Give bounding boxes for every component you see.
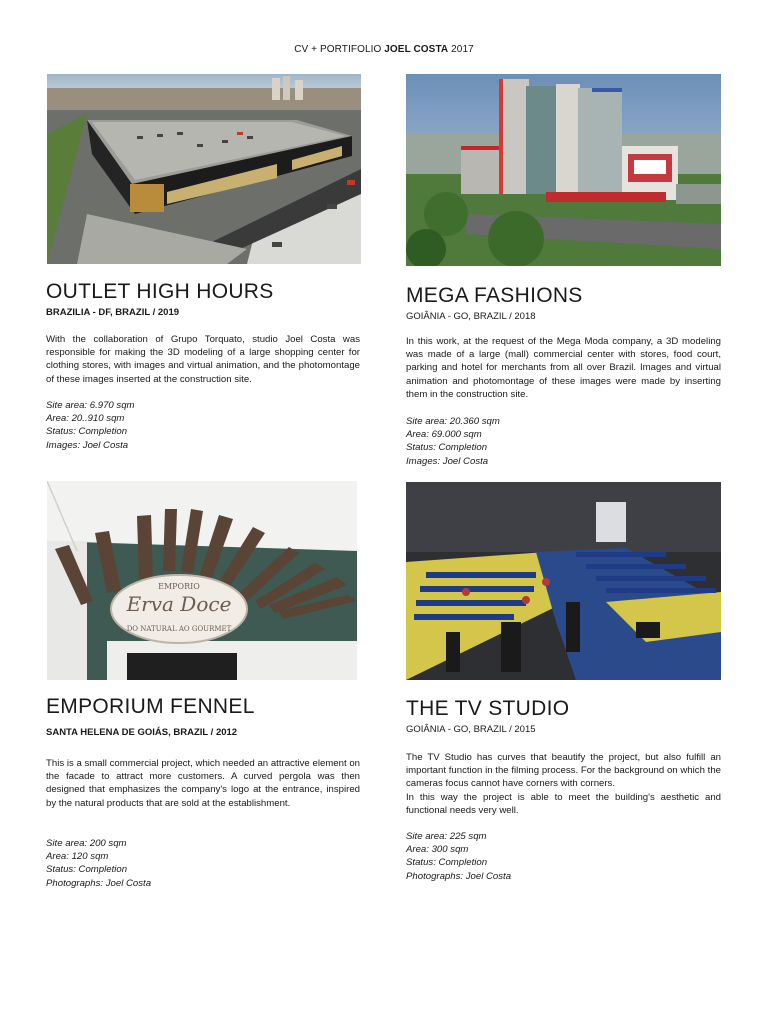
fact-status: Status: Completion — [46, 864, 128, 876]
fact-status: Status: Completion — [406, 442, 488, 454]
project-image-mega — [406, 74, 721, 266]
fact-area: Area: 69.000 sqm — [406, 429, 482, 441]
sign-top: EMPORIO — [158, 582, 200, 591]
fact-site-area: Site area: 6.970 sqm — [46, 400, 135, 411]
project-title: MEGA FASHIONS — [406, 284, 583, 307]
project-location: BRAZILIA - DF, BRAZIL / 2019 — [46, 307, 180, 318]
document-header — [0, 44, 768, 55]
project-location: SANTA HELENA DE GOIÁS, BRAZIL / 2012 — [46, 727, 238, 738]
fact-status: Status: Completion — [46, 426, 128, 438]
fact-credits: Images: Joel Costa — [406, 455, 489, 467]
header-year: 2017 — [448, 44, 474, 55]
project-title: THE TV STUDIO — [406, 697, 570, 720]
project-image-outlet — [47, 74, 361, 264]
project-image-emporium — [47, 481, 357, 680]
project-description: With the collaboration of Grupo Torquato, studio Joel Costa was responsible for making the 3D modeling of a large shopping center for clothing stores, with images and virtual animation, and the photomontage of these images inserted at the construction site. — [46, 334, 360, 385]
fact-credits: Photographs: Joel Costa — [406, 870, 512, 882]
project-facts — [46, 837, 151, 890]
fact-site-area: Site area: 225 sqm — [406, 831, 487, 842]
sign-bottom: DO NATURAL AO GOURMET — [126, 625, 232, 633]
fact-area: Area: 20..910 sqm — [46, 413, 125, 425]
sign-main: Erva Doce — [126, 592, 232, 616]
fact-credits: Photographs: Joel Costa — [46, 877, 152, 889]
project-description: This is a small commercial project, which needed an attractive element on the facade to attract more customers. A curved pergola was then designed that emphasizes the company's logo at the entrance, inspired by the natural products that are sold at the establishment. — [46, 758, 360, 809]
project-location: GOIÂNIA - GO, BRAZIL / 2015 — [406, 724, 536, 735]
project-title: OUTLET HIGH HOURS — [46, 280, 274, 303]
project-title: EMPORIUM FENNEL — [46, 695, 255, 718]
fact-credits: Images: Joel Costa — [46, 439, 129, 451]
project-facts — [406, 415, 500, 468]
fact-status: Status: Completion — [406, 857, 488, 869]
project-image-tv-studio — [406, 482, 721, 680]
fact-area: Area: 120 sqm — [46, 851, 109, 863]
project-facts — [406, 830, 511, 883]
project-description: In this work, at the request of the Mega Moda company, a 3D modeling was made of a large (mall) commercial center with stores, food court, parking and hotel for merchants from all over Brazil. Images and virtual animation and photomontage of these images were made by inserting them in the construction site. — [406, 336, 721, 400]
fact-site-area: Site area: 20.360 sqm — [406, 416, 500, 427]
fact-site-area: Site area: 200 sqm — [46, 838, 127, 849]
project-description: The TV Studio has curves that beautify the project, but also fulfill an important function in the filming process. For the background on which the cameras focus cannot have corners with corners. In this way the project is able to meet the building's aesthetic and functional needs very well. — [406, 752, 721, 816]
project-location: GOIÂNIA - GO, BRAZIL / 2018 — [406, 311, 536, 322]
project-facts — [46, 399, 135, 452]
header-prefix: CV + PORTIFOLIO — [294, 44, 385, 55]
header-name: JOEL COSTA — [384, 44, 449, 55]
fact-area: Area: 300 sqm — [406, 844, 469, 856]
